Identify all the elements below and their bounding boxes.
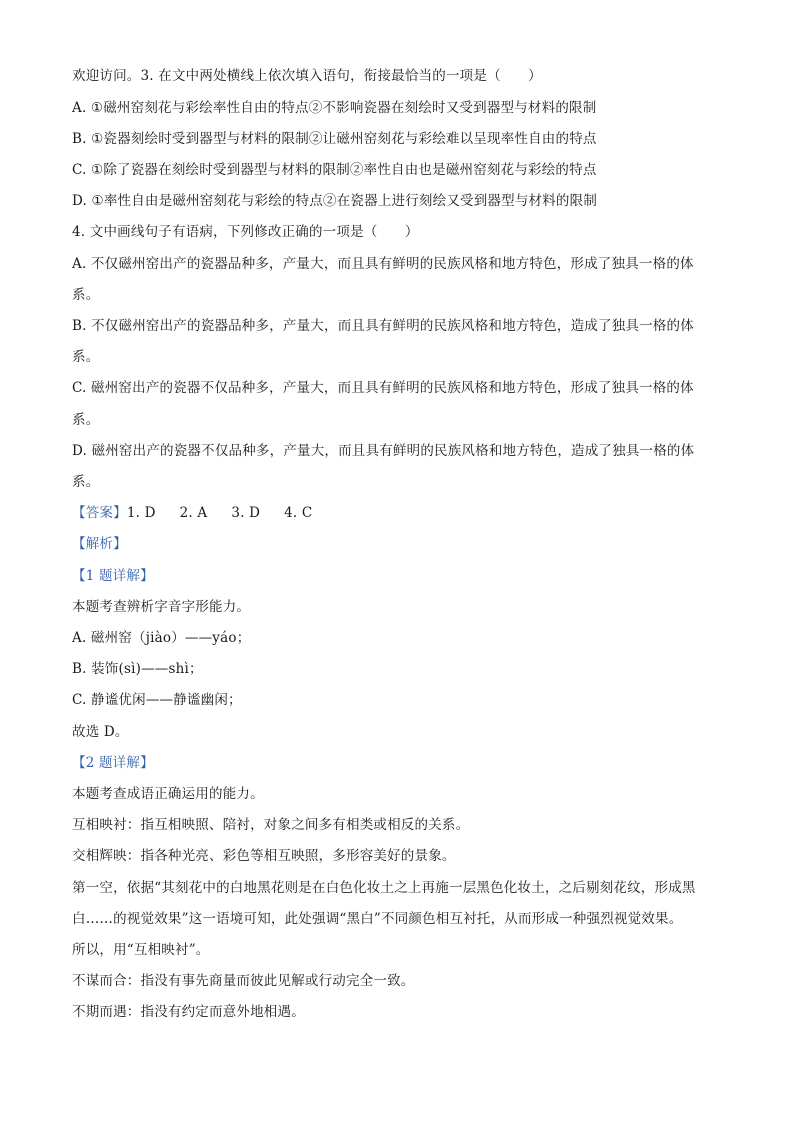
q1-line: A. 磁州窑（jiào）——yáo；: [72, 630, 251, 646]
q1-line: 故选 D。: [72, 724, 129, 740]
q1-line: B. 装饰(sì)——shì；: [72, 661, 203, 677]
question-4: 4. 文中画线句子有语病，下列修改正确的一项是（ ）: [72, 224, 419, 240]
option-3d: D. ①率性自由是磁州窑刻花与彩绘的特点②在瓷器上进行刻绘又受到器型与材料的限制: [72, 193, 598, 209]
q2-line: 本题考查成语正确运用的能力。: [72, 786, 264, 802]
answer-item: 4. C: [284, 505, 313, 521]
q2-line: 交相辉映：指各种光亮、彩色等相互映照，多形容美好的景象。: [72, 848, 456, 864]
answer-item: 3. D: [231, 505, 261, 521]
q2-line: 第一空，依据“其刻花中的白地黑花则是在白色化妆土之上再施一层黑色化妆土，之后剔刻花纹，形成黑: [72, 880, 696, 896]
option-4c: C. 磁州窑出产的瓷器不仅品种多，产量大，而且具有鲜明的民族风格和地方特色，形成了独具一格的体: [72, 380, 694, 396]
q1-heading: 【1 题详解】: [72, 568, 154, 584]
q2-heading: 【2 题详解】: [72, 755, 154, 771]
analysis-heading: 【解析】: [72, 536, 127, 552]
option-3b: B. ①瓷器刻绘时受到器型与材料的限制②让磁州窑刻花与彩绘难以呈现率性自由的特点: [72, 131, 597, 147]
option-3a: A. ①磁州窑刻花与彩绘率性自由的特点②不影响瓷器在刻绘时又受到器型与材料的限制: [72, 100, 597, 116]
option-4d: D. 磁州窑出产的瓷器不仅品种多，产量大，而且具有鲜明的民族风格和地方特色，造成了独具一格的体: [72, 443, 695, 459]
q1-line: C. 静谧优闲——静谧幽闲；: [72, 692, 242, 708]
q1-line: 本题考查辨析字音字形能力。: [72, 599, 251, 615]
answer-item: 1. D: [126, 505, 156, 521]
q2-line: 白……的视觉效果”这一语境可知，此处强调“黑白”不同颜色相互衬托，从而形成一种强烈视觉效果。: [72, 911, 683, 927]
option-4d-cont: 系。: [72, 474, 100, 490]
q2-line: 不期而遇：指没有约定而意外地相遇。: [72, 1004, 305, 1020]
answer-item: 2. A: [179, 505, 208, 521]
option-4a-cont: 系。: [72, 287, 100, 303]
option-3c: C. ①除了瓷器在刻绘时受到器型与材料的限制②率性自由也是磁州窑刻花与彩绘的特点: [72, 162, 597, 178]
q2-line: 所以，用“互相映衬”。: [72, 942, 210, 958]
answer-line: [72, 503, 722, 523]
option-4c-cont: 系。: [72, 412, 100, 428]
text-line: 欢迎访问。3. 在文中两处横线上依次填入语句，衔接最恰当的一项是（ ）: [72, 68, 542, 84]
option-4b-cont: 系。: [72, 349, 100, 365]
answer-label: 【答案】: [72, 505, 127, 521]
q2-line: 不谋而合：指没有事先商量而彼此见解或行动完全一致。: [72, 973, 415, 989]
option-4a: A. 不仅磁州窑出产的瓷器品种多，产量大，而且具有鲜明的民族风格和地方特色，形成了独具一格的体: [72, 256, 694, 272]
option-4b: B. 不仅磁州窑出产的瓷器品种多，产量大，而且具有鲜明的民族风格和地方特色，造成了独具一格的体: [72, 318, 694, 334]
q2-line: 互相映衬：指互相映照、陪衬，对象之间多有相类或相反的关系。: [72, 817, 470, 833]
